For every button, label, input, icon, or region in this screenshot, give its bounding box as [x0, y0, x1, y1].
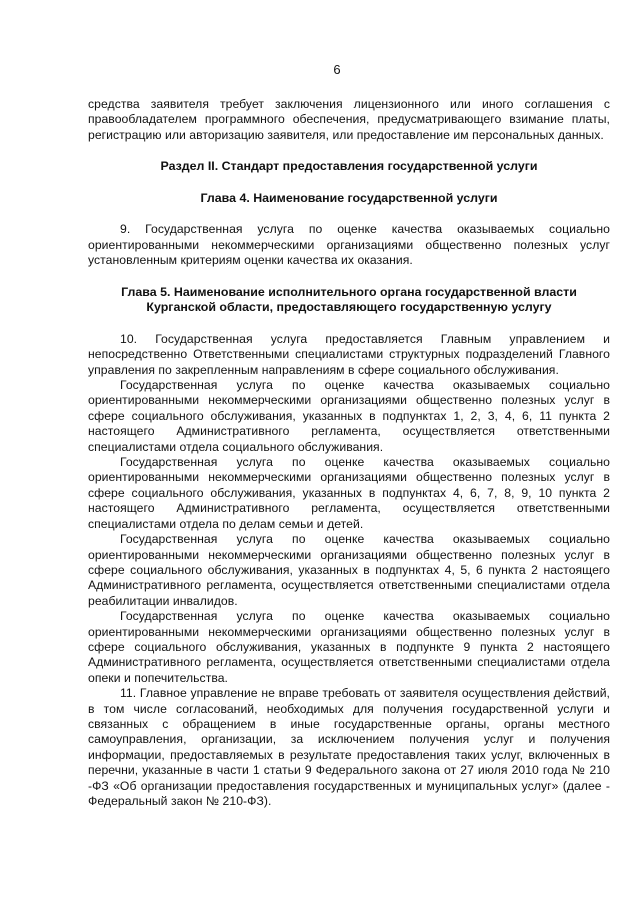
chapter-5-heading: Глава 5. Наименование исполнительного органа государственной власти Курганской области, предоставляющего государственную услугу [121, 284, 577, 315]
paragraph-10-rehab: Государственная услуга по оценке качества оказываемых социально ориентированными некоммерческими организациями общественно полезных услуг в сфере социального обслуживания, указанных в подпунктах 4, 5, 6 пункта 2 настоящего Административного регламента, осуществляется ответственными специалистами отдела реабилитации инвалидов. [88, 532, 610, 608]
chapter-4-heading: Глава 4. Наименование государственной услуги [200, 190, 498, 205]
paragraph-continued: средства заявителя требует заключения лицензионного или иного соглашения с правообладателем программного обеспечения, предусматривающего взимание платы, регистрацию или авторизацию заявителя, или предоставление им персональных данных. [88, 97, 610, 142]
paragraph-10-family: Государственная услуга по оценке качества оказываемых социально ориентированными некоммерческими организациями общественно полезных услуг в сфере социального обслуживания, указанных в подпунктах 4, 6, 7, 8, 9, 10 пункта 2 настоящего Административного регламента, осуществляется ответственными специалистами отдела по делам семьи и детей. [88, 455, 610, 531]
paragraph-11: 11. Главное управление не вправе требовать от заявителя осуществления действий, в том числе согласований, необходимых для получения государственной услуги и связанных с обращением в иные государственные органы, органы местного самоуправления, организации, за исключением получения услуг и получения информации, предоставляемых в результате предоставления таких услуг, включенных в перечни, указанные в части 1 статьи 9 Федерального закона от 27 июля 2010 года № 210 -ФЗ «Об организации предоставления государственных и муниципальных услуг» (далее - Федеральный закон № 210-ФЗ). [88, 686, 610, 808]
paragraph-10: 10. Государственная услуга предоставляется Главным управлением и непосредственно Ответственными специалистами структурных подразделений Главного управления по закрепленным направлениям в сфере социального обслуживания. [88, 331, 610, 377]
paragraph-9: 9. Государственная услуга по оценке качества оказываемых социально ориентированными некоммерческими организациями общественно полезных услуг установленным критериям оценки качества их оказания. [88, 222, 610, 268]
paragraph-10-guardianship: Государственная услуга по оценке качества оказываемых социально ориентированными некоммерческими организациями общественно полезных услуг в сфере социального обслуживания, указанных в подпункте 9 пункта 2 настоящего Административного регламента, осуществляется ответственными специалистами отдела опеки и попечительства. [88, 609, 610, 685]
page-number: 6 [333, 62, 341, 77]
paragraph-10-social: Государственная услуга по оценке качества оказываемых социально ориентированными некоммерческими организациями общественно полезных услуг в сфере социального обслуживания, указанных в подпунктах 1, 2, 3, 4, 6, 11 пункта 2 настоящего Административного регламента, осуществляется ответственными специалистами отдела социального обслуживания. [88, 378, 610, 454]
section-heading: Раздел II. Стандарт предоставления государственной услуги [160, 159, 538, 174]
